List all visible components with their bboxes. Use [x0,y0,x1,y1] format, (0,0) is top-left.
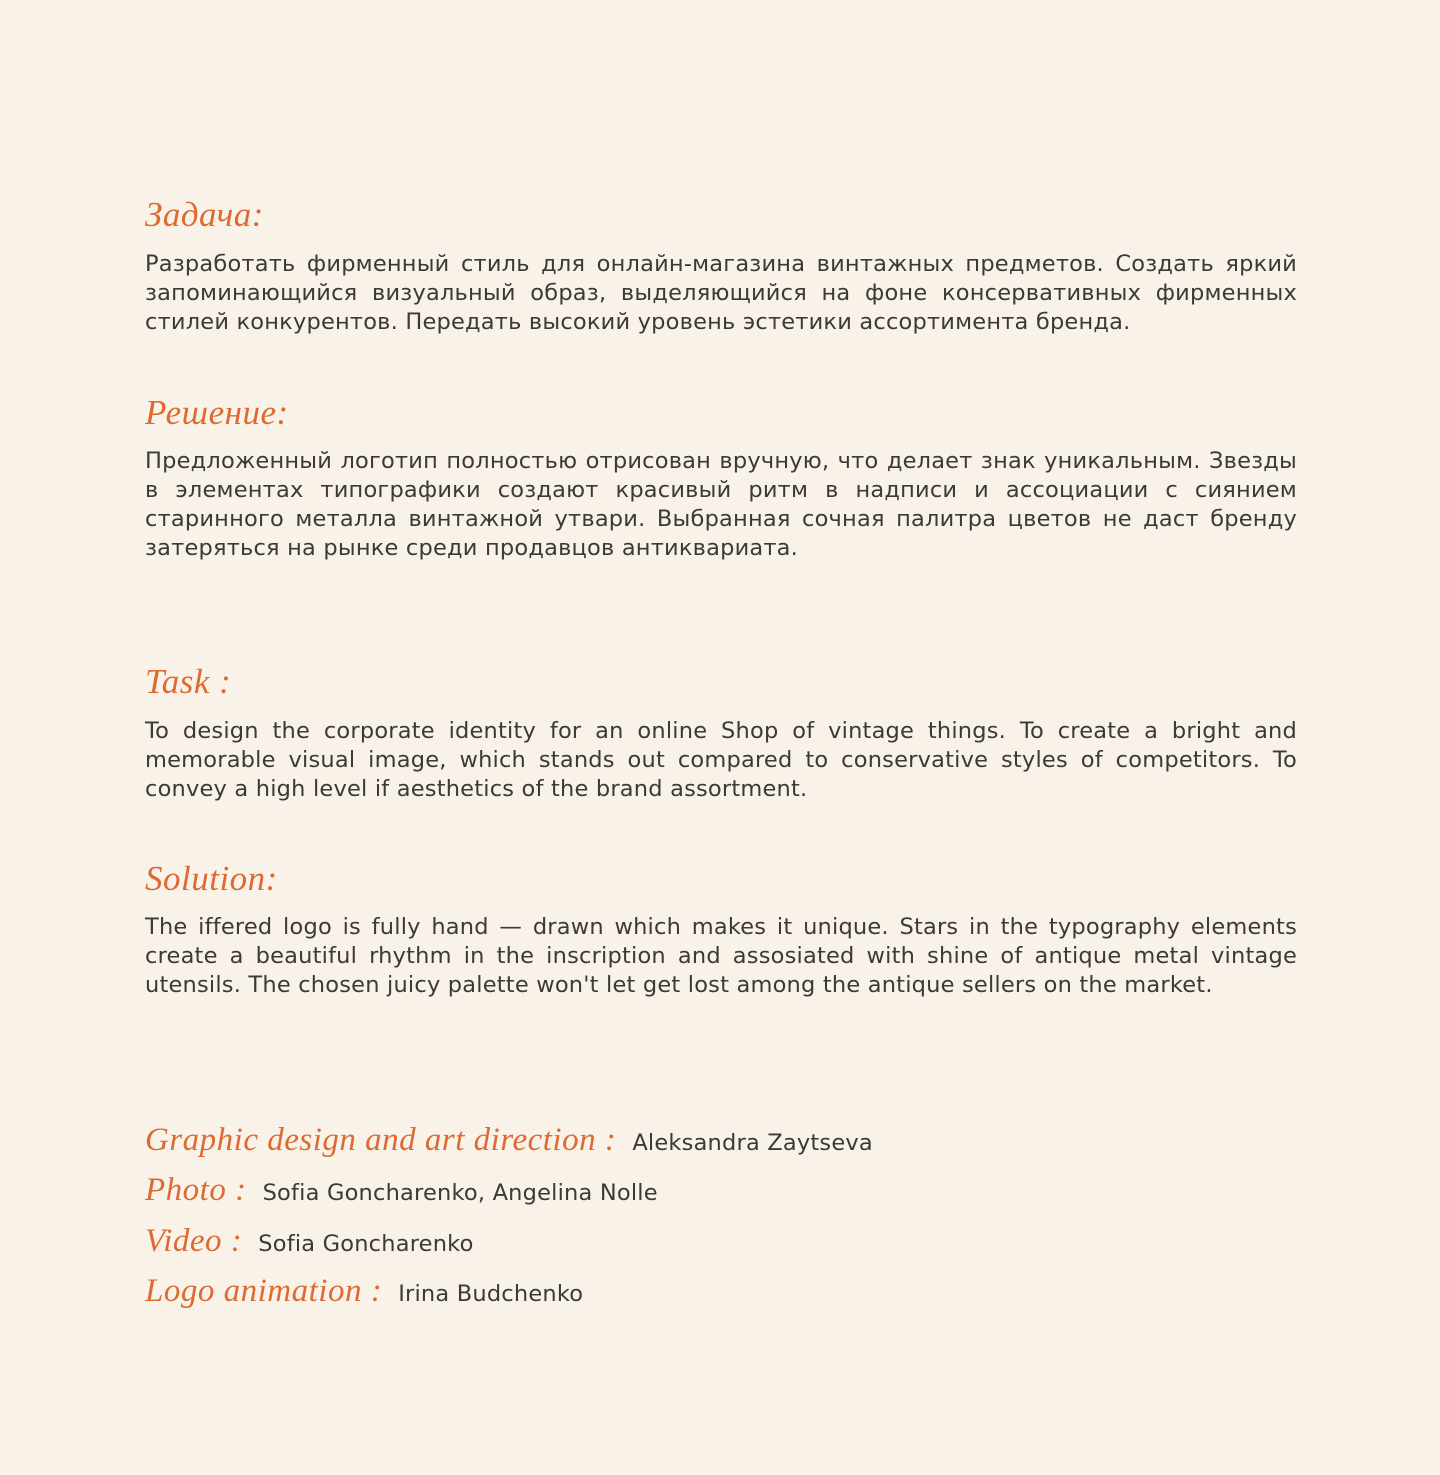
section-body-zadacha: Разработать фирменный стиль для онлайн-магазина винтажных предметов. Создать яркий запоминающийся визуальный образ, выделяющийся на фоне консервативных фирменных стилей конкурентов. Передать высокий уровень эстетики ассортимента бренда. [145,250,1297,335]
section-body-solution: The iffered logo is fully hand — drawn which makes it unique. Stars in the typography elements create a beautiful rhythm in the inscription and assosiated with shine of antique metal vintage utensils. The chosen juicy palette won't let get lost among the antique sellers on the market. [145,914,1297,998]
credit-label-logo-animation: Logo animation : [145,1272,383,1309]
section-heading-reshenie: Решение: [145,392,289,432]
credit-row-logo-animation [145,1271,1297,1312]
credit-label-graphic-design: Graphic design and art direction : [145,1122,617,1158]
credit-row-video [145,1221,1297,1262]
section-reshenie [145,394,1297,564]
section-body-reshenie: Предложенный логотип полностью отрисован вручную, что делает знак уникальным. Звезды в элементах типографики создают красивый ритм в надписи и ассоциации с сиянием старинного металла винтажной утвари. Выбранная сочная палитра цветов не даст бренду затеряться на рынке среди продавцов антиквариата. [145,448,1297,561]
credit-value-graphic-design: Aleksandra Zaytseva [632,1130,873,1156]
section-body-task: To design the corporate identity for an online Shop of vintage things. To create a bright and memorable visual image, which stands out compared to conservative styles of competitors. To convey a high level if aesthetics of the brand assortment. [145,717,1297,802]
credit-label-video: Video : [145,1222,243,1259]
credit-value-photo: Sofia Goncharenko, Angelina Nolle [262,1180,658,1207]
credit-value-video: Sofia Goncharenko [258,1230,474,1257]
credits-list [145,1120,1297,1312]
credit-label-photo: Photo : [145,1172,247,1209]
section-heading-task: Task : [145,662,232,701]
credit-row-photo [145,1170,1297,1211]
section-heading-solution: Solution: [145,858,278,898]
credit-value-logo-animation: Irina Budchenko [398,1280,584,1307]
credit-row-graphic-design [145,1120,1297,1161]
section-heading-zadacha: Задача: [145,195,264,234]
section-task [145,663,1297,804]
section-zadacha [145,196,1297,337]
section-solution [145,860,1297,1001]
